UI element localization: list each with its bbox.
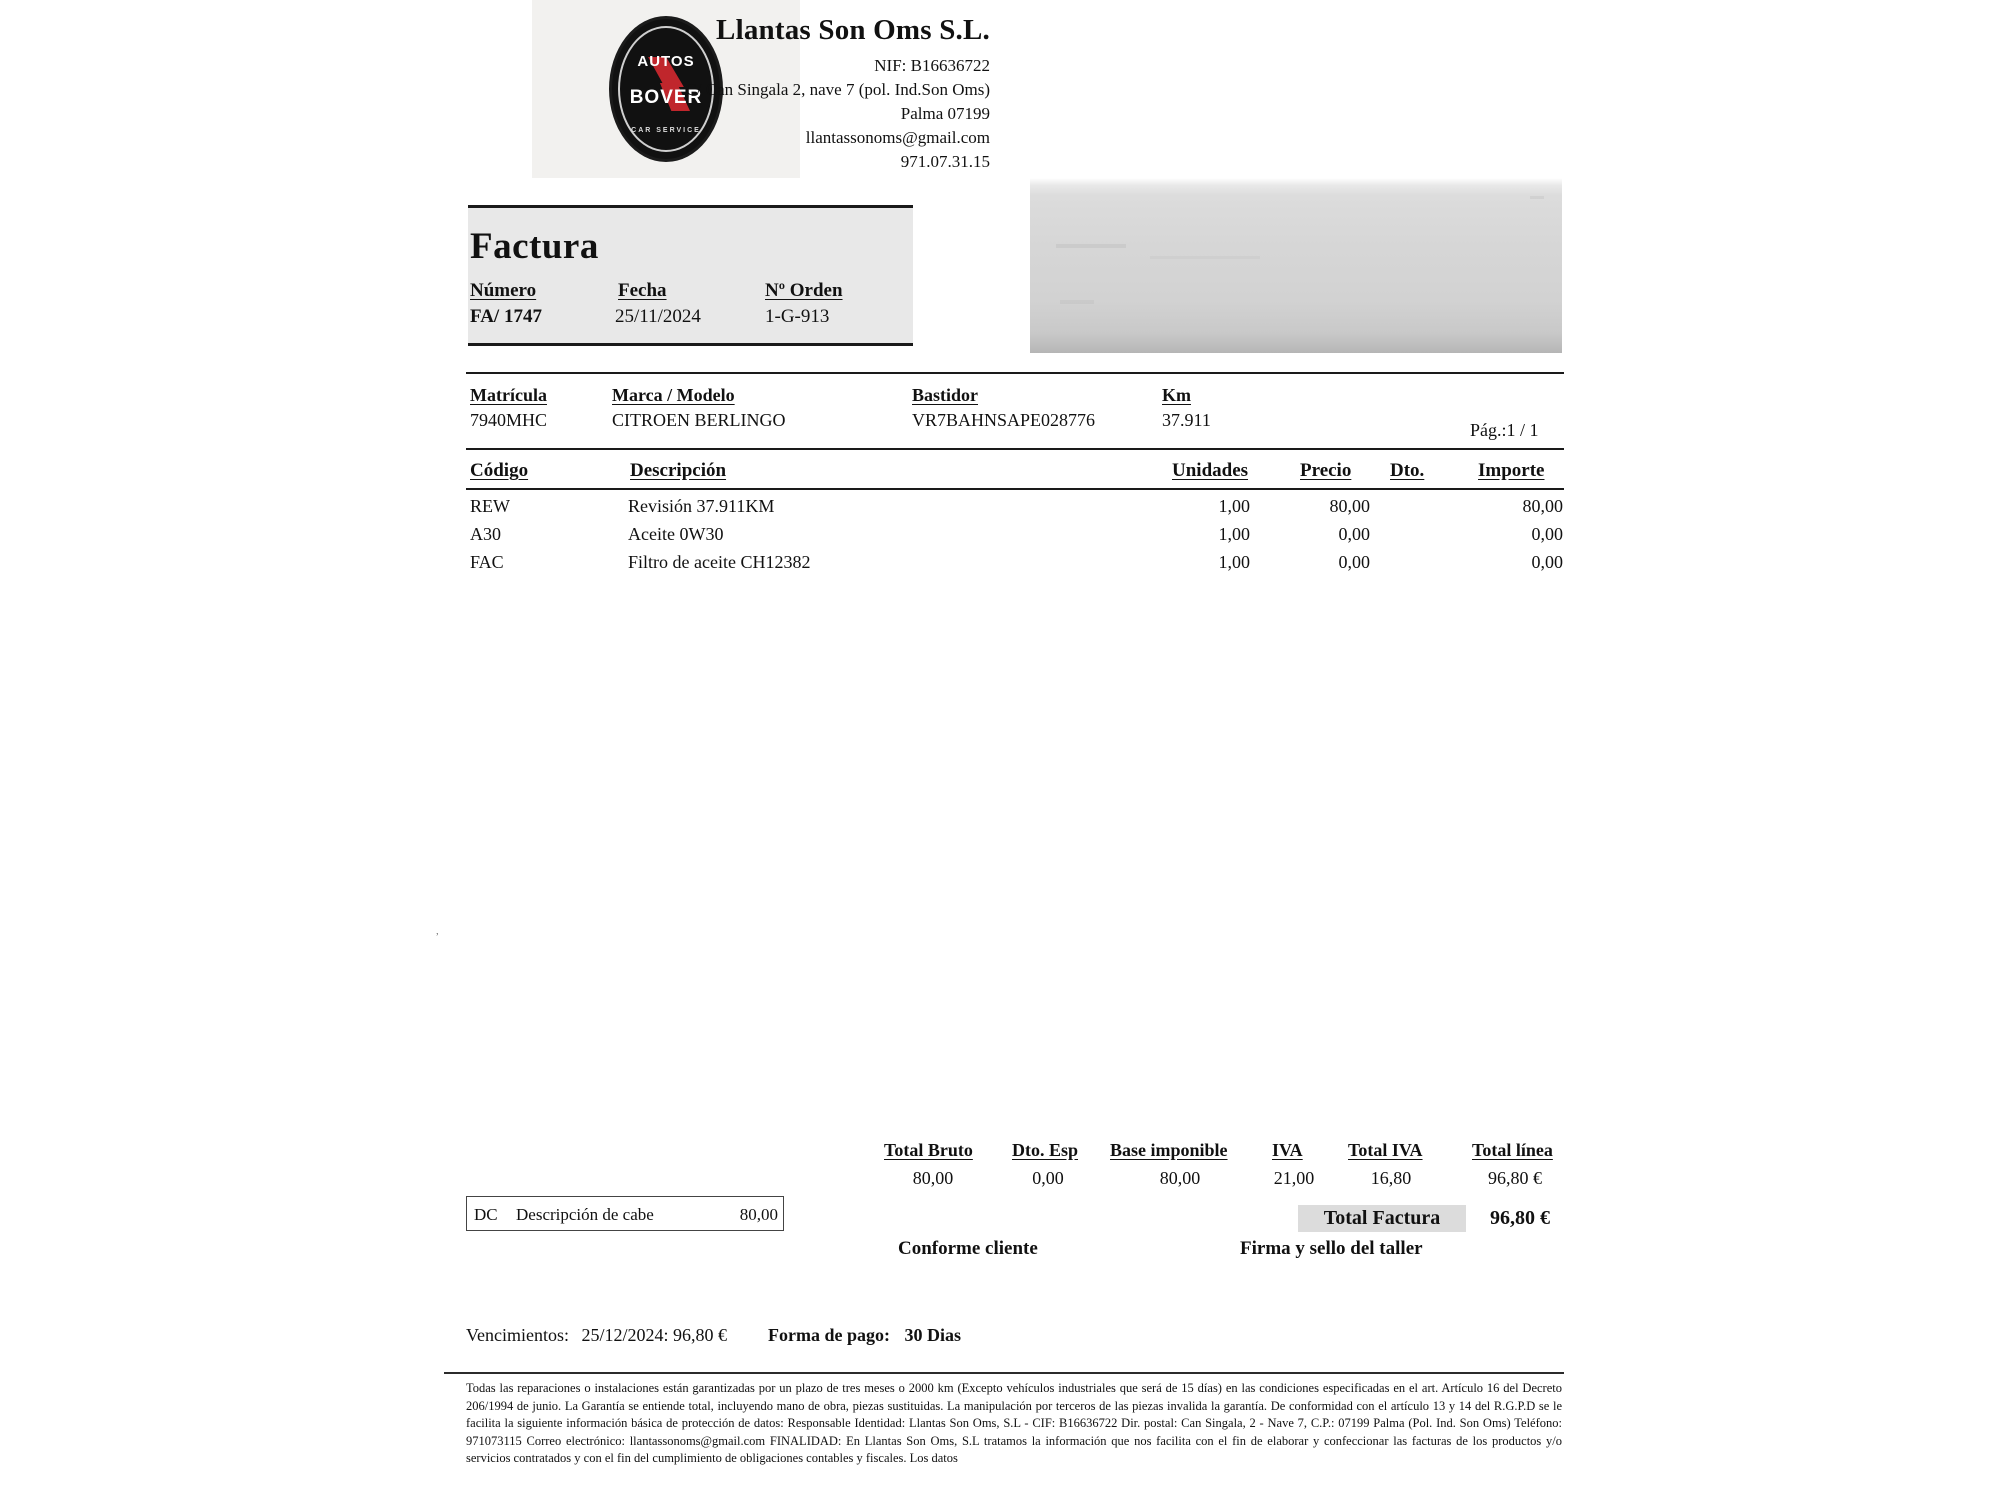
label-forma-pago: Forma de pago: — [768, 1325, 890, 1345]
company-email: llantassonoms@gmail.com — [805, 128, 990, 147]
payment-method — [768, 1325, 961, 1346]
value-bastidor: VR7BAHNSAPE028776 — [912, 410, 1096, 430]
company-phone: 971.07.31.15 — [900, 152, 990, 171]
col-header-dto: Dto. — [1390, 460, 1425, 481]
label-fecha: Fecha — [618, 280, 667, 301]
legal-divider — [444, 1372, 1564, 1374]
col-header-iva: IVA — [1272, 1140, 1303, 1160]
label-numero: Número — [470, 280, 537, 301]
col-header-codigo: Código — [470, 460, 529, 481]
dc-code: DC — [474, 1205, 498, 1224]
value-numero: FA/ 1747 — [470, 306, 542, 327]
company-nif: NIF: B16636722 — [874, 56, 990, 75]
vehicle-bottom-rule — [466, 448, 1564, 450]
label-bastidor: Bastidor — [912, 385, 979, 405]
value-marca-modelo: CITROEN BERLINGO — [612, 410, 786, 430]
table-row: 1,00 — [1218, 552, 1250, 572]
col-header-dto-esp: Dto. Esp — [1012, 1140, 1079, 1160]
signature-label-cliente: Conforme cliente — [898, 1238, 1038, 1259]
dc-amount: 80,00 — [739, 1205, 778, 1224]
logo-text-bover: BOVER — [629, 87, 703, 108]
col-header-unidades: Unidades — [1172, 460, 1249, 481]
col-header-total-linea: Total línea — [1472, 1140, 1553, 1160]
table-row: 0,00 — [1531, 552, 1563, 572]
value-matricula: 7940MHC — [470, 410, 548, 430]
logo-text-autos: AUTOS — [637, 53, 695, 70]
value-total-bruto: 80,00 — [912, 1168, 954, 1188]
table-row: Revisión 37.911KM — [628, 496, 775, 516]
table-row: 80,00 — [1329, 496, 1370, 516]
company-address: C/ Can Singala 2, nave 7 (pol. Ind.Son Oms) — [685, 80, 990, 99]
col-header-precio: Precio — [1300, 460, 1352, 481]
label-matricula: Matrícula — [470, 385, 547, 405]
value-total-linea: 96,80 € — [1488, 1168, 1542, 1188]
table-row: 0,00 — [1338, 524, 1370, 544]
company-info-block — [470, 14, 990, 174]
dc-description: Descripción de cabe — [516, 1205, 654, 1224]
label-km: Km — [1162, 385, 1191, 405]
scan-speck: , — [436, 925, 439, 937]
value-total-iva: 16,80 — [1370, 1168, 1412, 1188]
legal-text: Todas las reparaciones o instalaciones están garantizadas por un plazo de tres meses o 2000 km (Excepto vehículos industriales que será de 15 días) en las condiciones especificadas en el art. Artículo 16 del Decreto 206/1994 de junio. La Garantía se entiende total, incluyendo mano de obra, piezas sustituidas. La manipulación por terceros de las piezas invalida la garantía. De conformidad con el artículo 13 y 14 del R.G.P.D se le facilita la siguiente información básica de protección de datos: Responsable Identidad: Llantas Son Oms, S.L - CIF: B16636722 Dir. postal: Can Singala, 2 - Nave 7, C.P.: 07199 Palma (Pol. Ind. Son Oms) Teléfono: 971073115 Correo electrónico: llantassonoms@gmail.com FINALIDAD: En Llantas Son Oms, S.L tratamos la información que nos facilita con el fin de elaborar y confeccionar las facturas de los productos y/o servicios contratados y con el fin del cumplimiento de obligaciones contables y fiscales. Los datos — [466, 1381, 1562, 1465]
label-vencimientos: Vencimientos: — [466, 1325, 569, 1345]
value-orden: 1-G-913 — [765, 306, 830, 327]
signature-label-taller: Firma y sello del taller — [1240, 1238, 1423, 1259]
table-row: Filtro de aceite CH12382 — [628, 552, 811, 572]
table-row: REW — [470, 496, 510, 516]
col-header-total-iva: Total IVA — [1348, 1140, 1423, 1160]
value-dto-esp: 0,00 — [1032, 1168, 1064, 1188]
label-total-factura: Total Factura — [1298, 1205, 1466, 1232]
value-forma-pago: 30 Dias — [904, 1325, 961, 1345]
col-header-descripcion: Descripción — [630, 460, 727, 481]
label-marca-modelo: Marca / Modelo — [612, 385, 735, 405]
value-fecha: 25/11/2024 — [615, 306, 701, 327]
payment-due — [466, 1325, 727, 1346]
col-header-base-imponible: Base imponible — [1110, 1140, 1228, 1160]
table-row: 0,00 — [1338, 552, 1370, 572]
label-orden: Nº Orden — [765, 280, 843, 301]
value-iva: 21,00 — [1273, 1168, 1315, 1188]
table-row: 0,00 — [1531, 524, 1563, 544]
col-header-total-bruto: Total Bruto — [884, 1140, 973, 1160]
table-row: 80,00 — [1522, 496, 1563, 516]
table-row: 1,00 — [1218, 524, 1250, 544]
value-km: 37.911 — [1162, 410, 1211, 430]
table-row: A30 — [470, 524, 501, 544]
items-header-rule — [466, 488, 1564, 490]
value-base-imponible: 80,00 — [1159, 1168, 1201, 1188]
value-total-factura: 96,80 € — [1490, 1207, 1550, 1229]
value-vencimientos: 25/12/2024: 96,80 € — [581, 1325, 727, 1345]
page-title: Factura — [470, 226, 599, 267]
table-row: Aceite 0W30 — [628, 524, 724, 544]
col-header-importe: Importe — [1478, 460, 1545, 481]
company-name: Llantas Son Oms S.L. — [716, 14, 990, 46]
company-city: Palma 07199 — [900, 104, 990, 123]
vehicle-top-rule — [466, 372, 1564, 374]
scan-artifact-band — [1030, 178, 1562, 353]
table-row: FAC — [470, 552, 504, 572]
table-row: 1,00 — [1218, 496, 1250, 516]
logo-text-tagline: CAR SERVICE — [631, 127, 701, 134]
page-number: Pág.:1 / 1 — [1470, 420, 1539, 440]
